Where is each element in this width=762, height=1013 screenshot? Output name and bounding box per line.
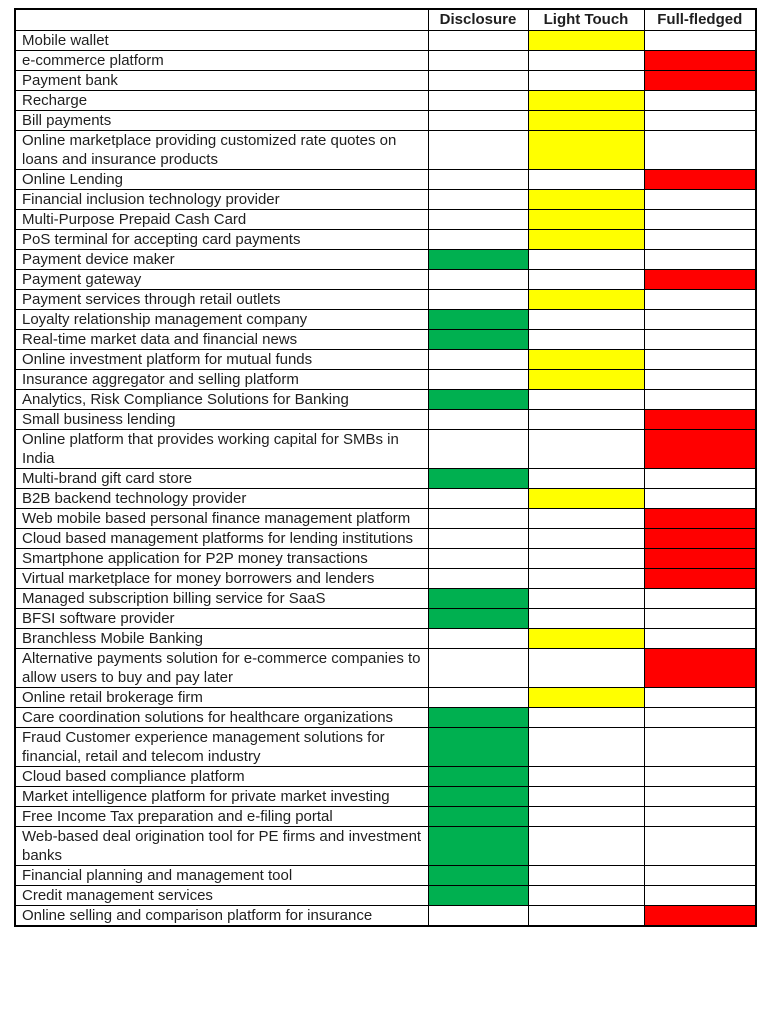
full-fledged-cell xyxy=(644,350,756,370)
disclosure-cell xyxy=(428,767,528,787)
row-label: Managed subscription billing service for SaaS xyxy=(15,589,428,609)
row-label: Financial planning and management tool xyxy=(15,866,428,886)
full-fledged-cell xyxy=(644,629,756,649)
row-label: Credit management services xyxy=(15,886,428,906)
table-row xyxy=(15,906,756,927)
disclosure-cell xyxy=(428,569,528,589)
fintech-regulation-table xyxy=(14,8,757,927)
light-touch-cell xyxy=(528,629,644,649)
row-label: e-commerce platform xyxy=(15,51,428,71)
disclosure-cell xyxy=(428,886,528,906)
full-fledged-cell xyxy=(644,71,756,91)
row-label: Analytics, Risk Compliance Solutions for Banking xyxy=(15,390,428,410)
full-fledged-cell xyxy=(644,589,756,609)
row-label: Fraud Customer experience management solutions for financial, retail and telecom industry xyxy=(15,728,428,767)
light-touch-cell xyxy=(528,767,644,787)
row-label: Payment gateway xyxy=(15,270,428,290)
row-label: Recharge xyxy=(15,91,428,111)
row-label: BFSI software provider xyxy=(15,609,428,629)
full-fledged-cell xyxy=(644,31,756,51)
row-label: Multi-Purpose Prepaid Cash Card xyxy=(15,210,428,230)
light-touch-cell xyxy=(528,708,644,728)
disclosure-cell xyxy=(428,91,528,111)
table-row xyxy=(15,250,756,270)
table-row xyxy=(15,230,756,250)
table-row xyxy=(15,549,756,569)
table-row xyxy=(15,111,756,131)
full-fledged-cell xyxy=(644,708,756,728)
disclosure-cell xyxy=(428,807,528,827)
disclosure-cell xyxy=(428,708,528,728)
light-touch-cell xyxy=(528,310,644,330)
table-row xyxy=(15,688,756,708)
table-row xyxy=(15,787,756,807)
full-fledged-cell xyxy=(644,250,756,270)
table-row xyxy=(15,350,756,370)
table-row xyxy=(15,190,756,210)
table-row xyxy=(15,51,756,71)
row-label: Insurance aggregator and selling platform xyxy=(15,370,428,390)
light-touch-cell xyxy=(528,190,644,210)
table-row xyxy=(15,71,756,91)
disclosure-cell xyxy=(428,430,528,469)
table-row xyxy=(15,509,756,529)
table-row xyxy=(15,589,756,609)
disclosure-cell xyxy=(428,549,528,569)
disclosure-cell xyxy=(428,190,528,210)
light-touch-cell xyxy=(528,410,644,430)
row-label: Multi-brand gift card store xyxy=(15,469,428,489)
full-fledged-cell xyxy=(644,728,756,767)
table-row xyxy=(15,91,756,111)
full-fledged-cell xyxy=(644,210,756,230)
full-fledged-cell xyxy=(644,91,756,111)
light-touch-cell xyxy=(528,131,644,170)
full-fledged-cell xyxy=(644,509,756,529)
table-row xyxy=(15,290,756,310)
table-row xyxy=(15,170,756,190)
disclosure-cell xyxy=(428,489,528,509)
full-fledged-cell xyxy=(644,787,756,807)
disclosure-cell xyxy=(428,827,528,866)
disclosure-cell xyxy=(428,131,528,170)
light-touch-cell xyxy=(528,31,644,51)
full-fledged-cell xyxy=(644,866,756,886)
row-label: Small business lending xyxy=(15,410,428,430)
light-touch-cell xyxy=(528,469,644,489)
full-fledged-cell xyxy=(644,489,756,509)
table-row xyxy=(15,827,756,866)
light-touch-cell xyxy=(528,250,644,270)
row-label: Online platform that provides working capital for SMBs in India xyxy=(15,430,428,469)
row-label: Online retail brokerage firm xyxy=(15,688,428,708)
light-touch-cell xyxy=(528,906,644,927)
disclosure-cell xyxy=(428,390,528,410)
full-fledged-cell xyxy=(644,549,756,569)
row-label: Cloud based management platforms for lending institutions xyxy=(15,529,428,549)
light-touch-cell xyxy=(528,529,644,549)
disclosure-cell xyxy=(428,290,528,310)
light-touch-cell xyxy=(528,649,644,688)
row-label: Payment device maker xyxy=(15,250,428,270)
full-fledged-cell xyxy=(644,170,756,190)
table-row xyxy=(15,469,756,489)
table-row xyxy=(15,728,756,767)
full-fledged-cell xyxy=(644,767,756,787)
row-label: Payment bank xyxy=(15,71,428,91)
row-label: Web-based deal origination tool for PE firms and investment banks xyxy=(15,827,428,866)
full-fledged-cell xyxy=(644,310,756,330)
light-touch-cell xyxy=(528,51,644,71)
table-row xyxy=(15,866,756,886)
header-row xyxy=(15,9,756,31)
disclosure-cell xyxy=(428,250,528,270)
disclosure-cell xyxy=(428,529,528,549)
disclosure-cell xyxy=(428,410,528,430)
disclosure-cell xyxy=(428,51,528,71)
full-fledged-cell xyxy=(644,390,756,410)
table-row xyxy=(15,430,756,469)
light-touch-cell xyxy=(528,170,644,190)
table-row xyxy=(15,767,756,787)
light-touch-cell xyxy=(528,210,644,230)
row-label: PoS terminal for accepting card payments xyxy=(15,230,428,250)
light-touch-cell xyxy=(528,549,644,569)
light-touch-cell xyxy=(528,509,644,529)
disclosure-cell xyxy=(428,866,528,886)
full-fledged-cell xyxy=(644,190,756,210)
full-fledged-cell xyxy=(644,886,756,906)
full-fledged-cell xyxy=(644,430,756,469)
disclosure-cell xyxy=(428,330,528,350)
light-touch-cell xyxy=(528,489,644,509)
light-touch-cell xyxy=(528,569,644,589)
light-touch-cell xyxy=(528,589,644,609)
disclosure-cell xyxy=(428,469,528,489)
table-row xyxy=(15,649,756,688)
row-label: Online marketplace providing customized rate quotes on loans and insurance products xyxy=(15,131,428,170)
full-fledged-cell xyxy=(644,807,756,827)
table-row xyxy=(15,886,756,906)
light-touch-cell xyxy=(528,290,644,310)
light-touch-cell xyxy=(528,787,644,807)
table-row xyxy=(15,609,756,629)
table-row xyxy=(15,330,756,350)
row-label: Online Lending xyxy=(15,170,428,190)
column-header-full-fledged: Full-fledged xyxy=(644,9,756,31)
full-fledged-cell xyxy=(644,529,756,549)
row-label: Cloud based compliance platform xyxy=(15,767,428,787)
table-row xyxy=(15,489,756,509)
row-label: Free Income Tax preparation and e-filing portal xyxy=(15,807,428,827)
table-row xyxy=(15,310,756,330)
table-row xyxy=(15,629,756,649)
light-touch-cell xyxy=(528,111,644,131)
row-label: Market intelligence platform for private market investing xyxy=(15,787,428,807)
full-fledged-cell xyxy=(644,609,756,629)
table-row xyxy=(15,410,756,430)
row-label: Bill payments xyxy=(15,111,428,131)
light-touch-cell xyxy=(528,728,644,767)
column-header-light-touch: Light Touch xyxy=(528,9,644,31)
full-fledged-cell xyxy=(644,906,756,927)
table-row xyxy=(15,807,756,827)
full-fledged-cell xyxy=(644,569,756,589)
table-row xyxy=(15,529,756,549)
table-row xyxy=(15,390,756,410)
light-touch-cell xyxy=(528,688,644,708)
row-label: Online investment platform for mutual funds xyxy=(15,350,428,370)
light-touch-cell xyxy=(528,270,644,290)
light-touch-cell xyxy=(528,71,644,91)
row-label: Virtual marketplace for money borrowers and lenders xyxy=(15,569,428,589)
row-label: Alternative payments solution for e-commerce companies to allow users to buy and pay later xyxy=(15,649,428,688)
row-label: Smartphone application for P2P money transactions xyxy=(15,549,428,569)
disclosure-cell xyxy=(428,350,528,370)
disclosure-cell xyxy=(428,71,528,91)
row-label: Branchless Mobile Banking xyxy=(15,629,428,649)
row-label: B2B backend technology provider xyxy=(15,489,428,509)
light-touch-cell xyxy=(528,330,644,350)
table-row xyxy=(15,270,756,290)
table-row xyxy=(15,31,756,51)
disclosure-cell xyxy=(428,210,528,230)
light-touch-cell xyxy=(528,866,644,886)
row-label: Loyalty relationship management company xyxy=(15,310,428,330)
disclosure-cell xyxy=(428,589,528,609)
full-fledged-cell xyxy=(644,827,756,866)
disclosure-cell xyxy=(428,230,528,250)
table-row xyxy=(15,708,756,728)
disclosure-cell xyxy=(428,170,528,190)
light-touch-cell xyxy=(528,609,644,629)
corner-cell xyxy=(15,9,428,31)
disclosure-cell xyxy=(428,906,528,927)
full-fledged-cell xyxy=(644,688,756,708)
light-touch-cell xyxy=(528,827,644,866)
full-fledged-cell xyxy=(644,111,756,131)
full-fledged-cell xyxy=(644,370,756,390)
disclosure-cell xyxy=(428,270,528,290)
row-label: Payment services through retail outlets xyxy=(15,290,428,310)
full-fledged-cell xyxy=(644,270,756,290)
disclosure-cell xyxy=(428,609,528,629)
column-header-disclosure: Disclosure xyxy=(428,9,528,31)
light-touch-cell xyxy=(528,370,644,390)
full-fledged-cell xyxy=(644,51,756,71)
light-touch-cell xyxy=(528,91,644,111)
full-fledged-cell xyxy=(644,649,756,688)
light-touch-cell xyxy=(528,807,644,827)
full-fledged-cell xyxy=(644,290,756,310)
table-row xyxy=(15,131,756,170)
full-fledged-cell xyxy=(644,230,756,250)
row-label: Online selling and comparison platform for insurance xyxy=(15,906,428,927)
row-label: Web mobile based personal finance management platform xyxy=(15,509,428,529)
light-touch-cell xyxy=(528,886,644,906)
table-row xyxy=(15,210,756,230)
disclosure-cell xyxy=(428,111,528,131)
disclosure-cell xyxy=(428,31,528,51)
row-label: Care coordination solutions for healthcare organizations xyxy=(15,708,428,728)
row-label: Financial inclusion technology provider xyxy=(15,190,428,210)
disclosure-cell xyxy=(428,370,528,390)
full-fledged-cell xyxy=(644,410,756,430)
row-label: Real-time market data and financial news xyxy=(15,330,428,350)
disclosure-cell xyxy=(428,688,528,708)
full-fledged-cell xyxy=(644,469,756,489)
disclosure-cell xyxy=(428,649,528,688)
light-touch-cell xyxy=(528,350,644,370)
disclosure-cell xyxy=(428,728,528,767)
disclosure-cell xyxy=(428,310,528,330)
disclosure-cell xyxy=(428,787,528,807)
light-touch-cell xyxy=(528,430,644,469)
full-fledged-cell xyxy=(644,131,756,170)
row-label: Mobile wallet xyxy=(15,31,428,51)
disclosure-cell xyxy=(428,629,528,649)
table-row xyxy=(15,569,756,589)
table-row xyxy=(15,370,756,390)
disclosure-cell xyxy=(428,509,528,529)
full-fledged-cell xyxy=(644,330,756,350)
light-touch-cell xyxy=(528,230,644,250)
light-touch-cell xyxy=(528,390,644,410)
